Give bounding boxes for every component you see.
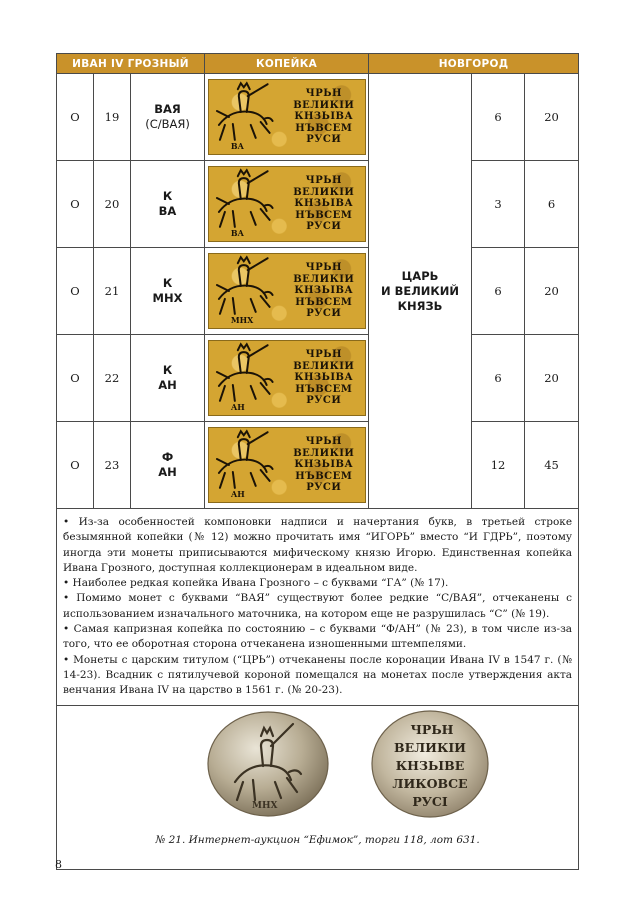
coin-mintmark: ВА xyxy=(230,228,244,238)
rarity-cell: 12 xyxy=(472,422,525,509)
horseman-icon xyxy=(209,429,287,501)
horseman-icon xyxy=(209,255,287,327)
coin-mintmark: АН xyxy=(230,402,245,412)
title-line: ЦАРЬ xyxy=(401,268,439,283)
reverse-line: РУСИ xyxy=(306,221,342,233)
page-number: 8 xyxy=(55,858,62,871)
grade-cell: О xyxy=(57,422,94,509)
coin-image xyxy=(208,79,366,155)
legend-line: ВАЯ xyxy=(154,102,181,116)
legend-line: ВА xyxy=(158,204,177,218)
table-row xyxy=(57,422,579,509)
reverse-line: РУСИ xyxy=(306,482,342,494)
reverse-line: РУСИ xyxy=(306,308,342,320)
price-cell: 45 xyxy=(525,422,579,509)
legend-line: МНХ xyxy=(152,291,183,305)
reverse-line: ВЕЛИКІИ xyxy=(394,739,466,755)
reverse-line: КНЗЬІВЕ xyxy=(395,757,465,773)
legend-cell xyxy=(131,248,205,335)
coin-reverse-text xyxy=(286,436,362,494)
grade-cell: О xyxy=(57,335,94,422)
reverse-line: ЧРЬН xyxy=(305,88,342,100)
reverse-line: ЧРЬН xyxy=(305,175,342,187)
title-line: И ВЕЛИКИЙ xyxy=(380,283,460,298)
reverse-line: НЪВСЕМ xyxy=(295,209,353,221)
coin-reverse-text xyxy=(286,262,362,320)
coin-image-cell xyxy=(205,161,369,248)
reverse-line: КНЗЬІВА xyxy=(294,285,354,297)
price-cell: 6 xyxy=(525,161,579,248)
reverse-line: НЪВСЕМ xyxy=(295,383,353,395)
coin-image xyxy=(208,427,366,503)
reverse-line: КНЗЬІВА xyxy=(294,198,354,210)
reverse-line: РУСИ xyxy=(306,134,342,146)
coin-image-cell xyxy=(205,422,369,509)
legend-cell xyxy=(131,74,205,161)
reverse-line: ВЕЛИКІИ xyxy=(293,186,355,198)
coin-photo xyxy=(57,708,577,833)
legend-cell xyxy=(131,335,205,422)
header-ruler: ИВАН IV ГРОЗНЫЙ xyxy=(57,54,205,74)
coin-image-cell xyxy=(205,335,369,422)
note-item: • Наиболее редкая копейка Ивана Грозного – с буквами “ГА” (№ 17). xyxy=(63,577,449,590)
legend-line: К xyxy=(162,276,173,290)
number-cell: 23 xyxy=(94,422,131,509)
table-row xyxy=(57,335,579,422)
reverse-line: КНЗЬІВА xyxy=(294,111,354,123)
note-item: • Из-за особенностей компоновки надписи и начертания букв, в третьей строке безымянной копейки (№ 12) можно прочитать имя “ИГОРЬ” вместо “И ГДРЬ”, поэтому иногда эти монеты приписываются мифическому князю Игорю. Единственная копейка Ивана Грозного, доступная коллекционерам в идеальном виде. xyxy=(63,516,573,574)
rarity-cell: 6 xyxy=(472,248,525,335)
title-cell xyxy=(369,74,472,509)
rarity-cell: 3 xyxy=(472,161,525,248)
obverse-mark: МНХ xyxy=(252,800,278,811)
number-cell: 19 xyxy=(94,74,131,161)
coin-image-cell xyxy=(205,248,369,335)
reverse-line: КНЗЬІВА xyxy=(294,372,354,384)
legend-line: АН xyxy=(158,378,177,392)
reverse-line: ЛИКОВСЕ xyxy=(392,775,468,791)
legend-line: К xyxy=(162,189,173,203)
table-row xyxy=(57,161,579,248)
coin-image xyxy=(208,253,366,329)
price-cell: 20 xyxy=(525,74,579,161)
legend-cell xyxy=(131,422,205,509)
legend-line: Ф xyxy=(161,450,174,464)
grade-cell: О xyxy=(57,74,94,161)
rarity-cell: 6 xyxy=(472,74,525,161)
notes-section xyxy=(57,509,579,706)
reverse-line: ЧРЬН xyxy=(305,349,342,361)
reverse-line: ЧРЬН xyxy=(305,436,342,448)
reverse-line: КНЗЬІВА xyxy=(294,459,354,471)
reverse-line: РУСИ xyxy=(306,395,342,407)
legend-cell xyxy=(131,161,205,248)
table-row xyxy=(57,248,579,335)
reverse-line: ВЕЛИКІИ xyxy=(293,273,355,285)
reverse-line: ВЕЛИКІИ xyxy=(293,360,355,372)
coin-mintmark: МНХ xyxy=(230,315,253,325)
note-item: • Самая капризная копейка по состоянию – с буквами “Ф/АН” (№ 23), в том числе из-за того, что ее оборотная сторона отчеканена изношенными штемпелями. xyxy=(63,623,573,651)
table-row xyxy=(57,74,579,161)
legend-line: АН xyxy=(158,465,177,479)
coin-mintmark: ВА xyxy=(230,141,244,151)
horseman-icon xyxy=(209,168,287,240)
reverse-line: НЪВСЕМ xyxy=(295,296,353,308)
coin-catalog-table xyxy=(56,53,579,870)
coin-reverse-text xyxy=(286,349,362,407)
coin-image xyxy=(208,340,366,416)
horseman-icon xyxy=(209,81,287,153)
reverse-line: ЧРЬН xyxy=(305,262,342,274)
reverse-line: НЪВСЕМ xyxy=(295,122,353,134)
reverse-line: РУСІ xyxy=(412,793,448,809)
reverse-line: ВЕЛИКІИ xyxy=(293,447,355,459)
number-cell: 20 xyxy=(94,161,131,248)
title-line: КНЯЗЬ xyxy=(397,298,443,313)
legend-line: (С/ВАЯ) xyxy=(145,117,190,131)
note-item: • Монеты с царским титулом (“ЦРЬ”) отчеканены после коронации Ивана IV в 1547 г. (№ 14-23). Всадник с пятилучевой короной помещался на монетах после утверждения акта венчания Ивана IV на царство в 1561 г. (№ 20-23). xyxy=(63,653,573,697)
price-cell: 20 xyxy=(525,248,579,335)
reverse-line: НЪВСЕМ xyxy=(295,470,353,482)
header-mint: НОВГОРОД xyxy=(369,54,579,74)
reverse-line: ЧРЬН xyxy=(410,721,454,737)
reverse-line: ВЕЛИКІИ xyxy=(293,99,355,111)
coin-image-cell xyxy=(205,74,369,161)
price-cell: 20 xyxy=(525,335,579,422)
coin-photo-section xyxy=(57,705,579,869)
horseman-icon xyxy=(209,342,287,414)
note-item: • Помимо монет с буквами “ВАЯ” существуют более редкие “С/ВАЯ”, отчеканены с использованием изначального маточника, на котором еще не разрушилась “С” (№ 19). xyxy=(63,592,573,620)
legend-line: К xyxy=(162,363,173,377)
number-cell: 22 xyxy=(94,335,131,422)
coin-mintmark: АН xyxy=(230,489,245,499)
photo-caption: № 21. Интернет-аукцион “Ефимок”, торги 118, лот 631. xyxy=(155,833,480,846)
coin-reverse-text xyxy=(286,88,362,146)
coin-image xyxy=(208,166,366,242)
table-header xyxy=(57,54,579,74)
grade-cell: О xyxy=(57,161,94,248)
header-denomination: КОПЕЙКА xyxy=(205,54,369,74)
number-cell: 21 xyxy=(94,248,131,335)
coin-reverse-text xyxy=(286,175,362,233)
grade-cell: О xyxy=(57,248,94,335)
rarity-cell: 6 xyxy=(472,335,525,422)
